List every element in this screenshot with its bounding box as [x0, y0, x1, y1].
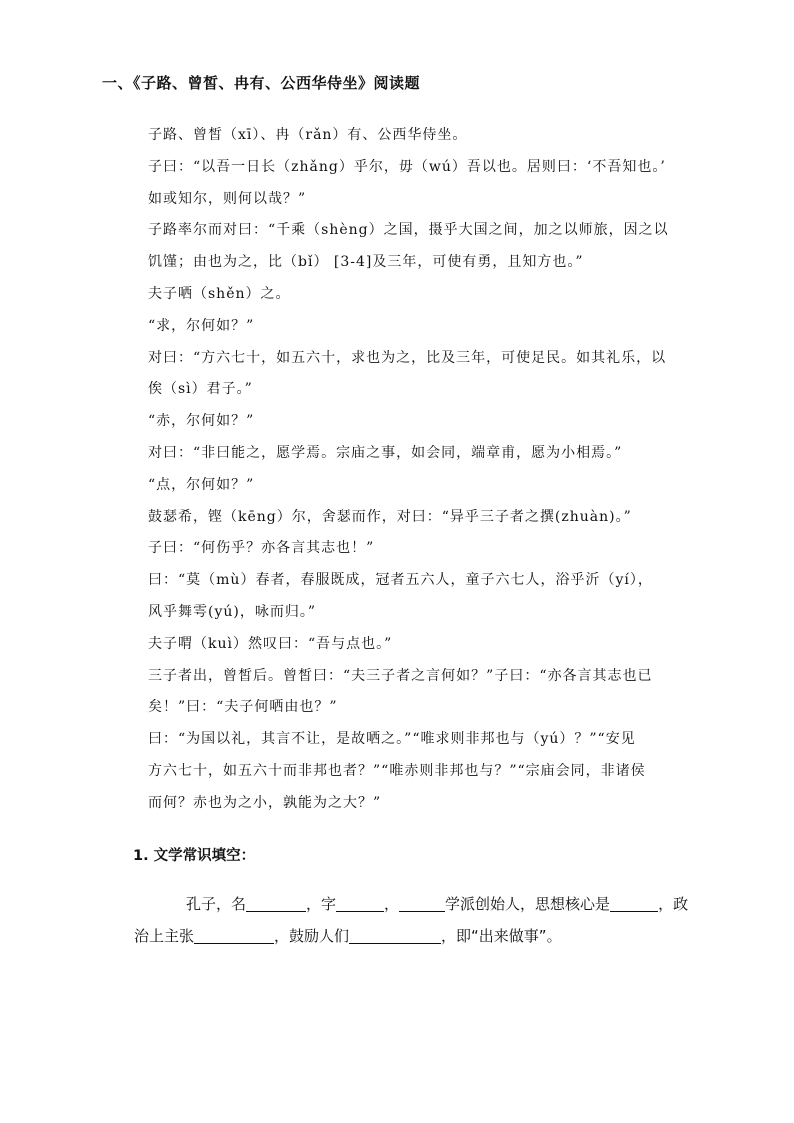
section-title: 一、《子路、曾皙、冉有、公西华侍坐》阅读题 — [102, 74, 421, 92]
passage-line: 子曰：“何伤乎？亦各言其志也！” — [148, 540, 375, 557]
passage-line: 曰：“为国以礼，其言不让，是故哂之。”“唯求则非邦也与（yú）？”“安见 — [148, 731, 636, 748]
passage-line: 夫子喟（kuì）然叹曰：“吾与点也。” — [148, 635, 393, 652]
question-text: ，政 — [658, 895, 689, 913]
passage-line: 矣！”曰：“夫子何哂由也？” — [148, 699, 338, 716]
passage-line: 饥馑；由也为之，比（bǐ） [3-4]及三年，可使有勇，且知方也。” — [148, 254, 584, 271]
question-text: 治上主张 — [134, 927, 195, 945]
passage-line: “点，尔何如？” — [148, 476, 255, 493]
passage-line: 曰：“莫（mù）春者，春服既成，冠者五六人，童子六七人，浴乎沂（yí）， — [148, 572, 653, 589]
passage-line: 三子者出，曾皙后。曾皙曰：“夫三子者之言何如？”子曰：“亦各言其志也已 — [148, 667, 653, 684]
answer-blank-core-idea[interactable] — [610, 893, 658, 912]
passage-line: 子路、曾皙（xī）、冉（rǎn）有、公西华侍坐。 — [148, 127, 468, 143]
question-text: 学派创始人，思想核心是 — [445, 895, 611, 913]
passage-line: 子路率尔而对曰：“千乘（shèng）之国，摄乎大国之间，加之以师旅，因之以 — [148, 222, 669, 239]
question-text: ，即“出来做事”。 — [441, 927, 562, 945]
passage-line: 如或知尔，则何以哉？” — [148, 190, 307, 207]
passage-line: 子曰：“以吾一日长（zhǎng）乎尔，毋（wú）吾以也。居则曰：‘不吾知也。’ — [148, 158, 666, 175]
question-text: ，字 — [306, 895, 337, 913]
question-heading: 1. 文学常识填空： — [133, 848, 256, 864]
answer-blank-encourage[interactable] — [349, 925, 441, 944]
passage-line: 风乎舞雩(yú)，咏而归。” — [148, 603, 317, 620]
passage-line: 鼓瑟希，铿（kēng）尔，舍瑟而作，对曰：“异乎三子者之撰(zhuàn)。” — [148, 508, 632, 525]
passage-line: “求，尔何如？” — [148, 317, 255, 334]
fill-in-question — [134, 888, 734, 952]
passage-line: 对曰：“非曰能之，愿学焉。宗庙之事，如会同，端章甫，愿为小相焉。” — [148, 444, 623, 461]
passage-line: 俟（sì）君子。” — [148, 381, 253, 398]
question-text: ，鼓励人们 — [274, 927, 350, 945]
question-row-2 — [134, 920, 734, 952]
passage-line: 夫子哂（shěn）之。 — [148, 285, 291, 302]
passage-line: 而何？赤也为之小，孰能为之大？” — [148, 794, 382, 811]
answer-blank-school[interactable] — [399, 893, 445, 912]
question-row-1 — [134, 888, 734, 920]
question-text: 孔子，名 — [186, 895, 247, 913]
passage-line: 方六七十，如五六十而非邦也者？”“唯赤则非邦也与？”“宗庙会同，非诸侯 — [148, 762, 646, 779]
answer-blank-political-view[interactable] — [194, 925, 274, 944]
answer-blank-courtesy-name[interactable] — [336, 893, 384, 912]
passage-line: “赤，尔何如？” — [148, 413, 255, 430]
classical-passage — [148, 120, 738, 820]
answer-blank-name[interactable] — [246, 893, 306, 912]
question-text: ， — [384, 895, 400, 913]
passage-line: 对曰：“方六七十，如五六十，求也为之，比及三年，可使足民。如其礼乐，以 — [148, 349, 667, 366]
